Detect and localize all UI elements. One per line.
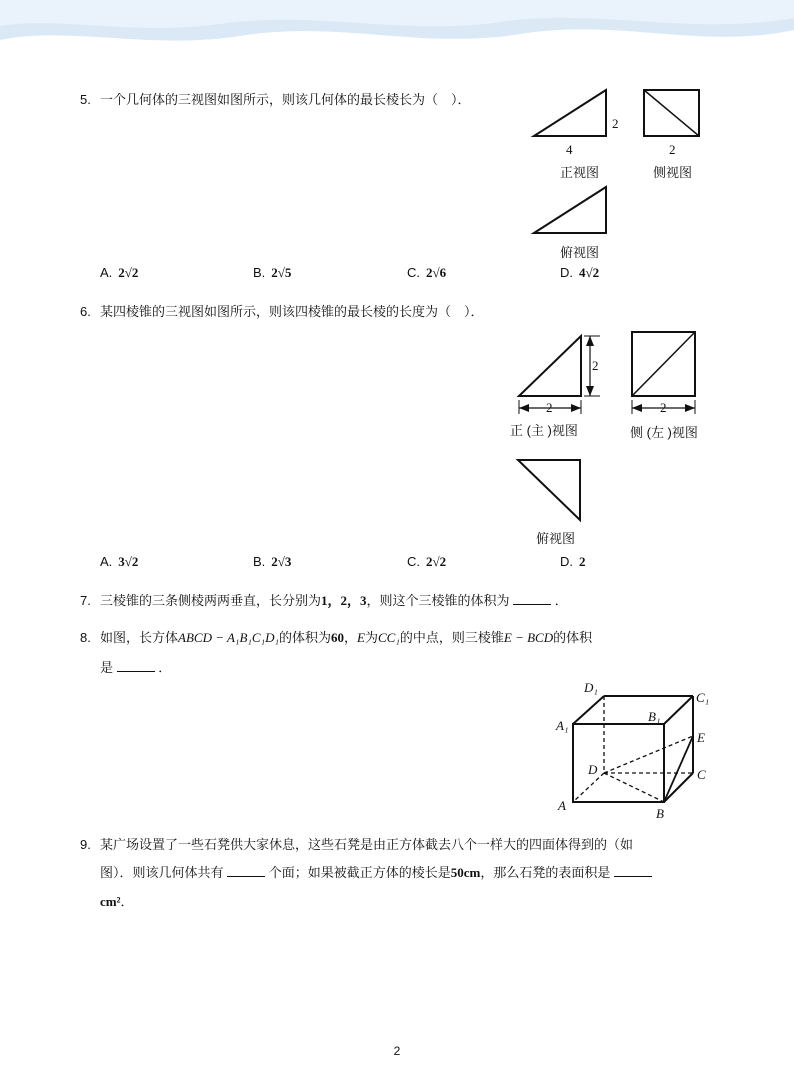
question-9-unit: cm²． bbox=[100, 894, 134, 909]
label-A1: A₁ bbox=[556, 718, 569, 733]
question-number: 7. bbox=[80, 593, 91, 608]
q6-top-view bbox=[508, 454, 598, 526]
question-number: 5. bbox=[80, 92, 91, 107]
question-5 bbox=[80, 91, 471, 109]
label-B1: B₁ bbox=[648, 709, 661, 724]
question-7: 7. 三棱锥的三条侧棱两两垂直，长分别为1，2，3，则这个三棱锥的体积为 ． bbox=[80, 593, 568, 608]
label-D: D bbox=[588, 762, 598, 777]
q6-side-caption: 侧 (左 )视图 bbox=[630, 425, 698, 440]
question-number: 6. bbox=[80, 304, 91, 319]
label-E: E bbox=[697, 730, 705, 745]
side-width-label: 2 bbox=[669, 142, 676, 157]
side-view-diagonal bbox=[644, 90, 699, 136]
q6-option-c[interactable]: C. 2√2 bbox=[407, 554, 447, 569]
answer-blank-area[interactable] bbox=[614, 864, 652, 877]
label-C: C bbox=[697, 767, 706, 782]
q5-option-c[interactable]: C. 2√6 bbox=[407, 265, 447, 280]
label-C1: C₁ bbox=[696, 690, 710, 705]
math-cuboid: ABCD − A₁B₁C₁D₁ bbox=[178, 630, 280, 645]
q5-top-caption: 俯视图 bbox=[560, 245, 600, 260]
q8-cuboid-figure bbox=[548, 678, 718, 826]
header-wave-band bbox=[0, 0, 794, 58]
question-number: 9. bbox=[80, 837, 91, 852]
q5-front-caption: 正视图 bbox=[560, 165, 600, 180]
front-view-triangle bbox=[519, 336, 581, 396]
q6-option-d[interactable]: D. 2 bbox=[560, 554, 586, 569]
answer-blank[interactable] bbox=[117, 659, 155, 672]
edge-lengths: 1，2，3 bbox=[321, 593, 367, 608]
top-view-triangle bbox=[518, 460, 580, 520]
question-number: 8. bbox=[80, 630, 91, 645]
question-8: 8. 如图，长方体ABCD − A₁B₁C₁D₁的体积为60，E为CC₁的中点，则三棱锥E − BCD的体积 bbox=[80, 630, 593, 645]
front-view-triangle bbox=[534, 90, 606, 136]
side-view-diagonal bbox=[632, 332, 695, 396]
label-B: B bbox=[656, 806, 664, 821]
page-number: 2 bbox=[393, 1044, 401, 1058]
q5-option-b[interactable]: B. 2√5 bbox=[253, 265, 292, 280]
front-width-label: 4 bbox=[566, 142, 573, 157]
q5-option-d[interactable]: D. 4√2 bbox=[560, 265, 600, 280]
label-D1: D₁ bbox=[584, 680, 598, 695]
question-6 bbox=[80, 303, 484, 321]
q6-front-caption: 正 (主 )视图 bbox=[510, 423, 578, 438]
question-9: 9. 某广场设置了一些石凳供大家休息，这些石凳是由正方体截去八个一样大的四面体得到的（如 bbox=[80, 837, 634, 852]
q6-top-caption: 俯视图 bbox=[536, 531, 576, 546]
question-8-cont: 是 ． bbox=[100, 660, 172, 675]
q6-front-side-views bbox=[508, 328, 718, 420]
q5-side-caption: 侧视图 bbox=[653, 165, 693, 180]
question-9-cont: 图）．则该几何体共有 个面；如果被截正方体的棱长是50cm，那么石凳的表面积是 bbox=[100, 864, 652, 882]
answer-blank[interactable] bbox=[513, 592, 551, 605]
q5-top-view bbox=[528, 183, 618, 239]
q6-option-b[interactable]: B. 2√3 bbox=[253, 554, 292, 569]
front-height-label: 2 bbox=[592, 358, 599, 373]
question-text: 一个几何体的三视图如图所示，则该几何体的最长棱长为（ ）． bbox=[100, 92, 471, 107]
q5-option-a[interactable]: A. 2√2 bbox=[100, 265, 139, 280]
label-A: A bbox=[558, 798, 566, 813]
top-view-triangle bbox=[534, 187, 606, 233]
front-width-label: 2 bbox=[546, 400, 553, 415]
side-width-label: 2 bbox=[660, 400, 667, 415]
question-text: 某四棱锥的三视图如图所示，则该四棱锥的最长棱的长度为（ ）． bbox=[100, 304, 484, 319]
answer-blank-faces[interactable] bbox=[227, 864, 265, 877]
front-height-label: 2 bbox=[612, 116, 619, 131]
q6-option-a[interactable]: A. 3√2 bbox=[100, 554, 139, 569]
